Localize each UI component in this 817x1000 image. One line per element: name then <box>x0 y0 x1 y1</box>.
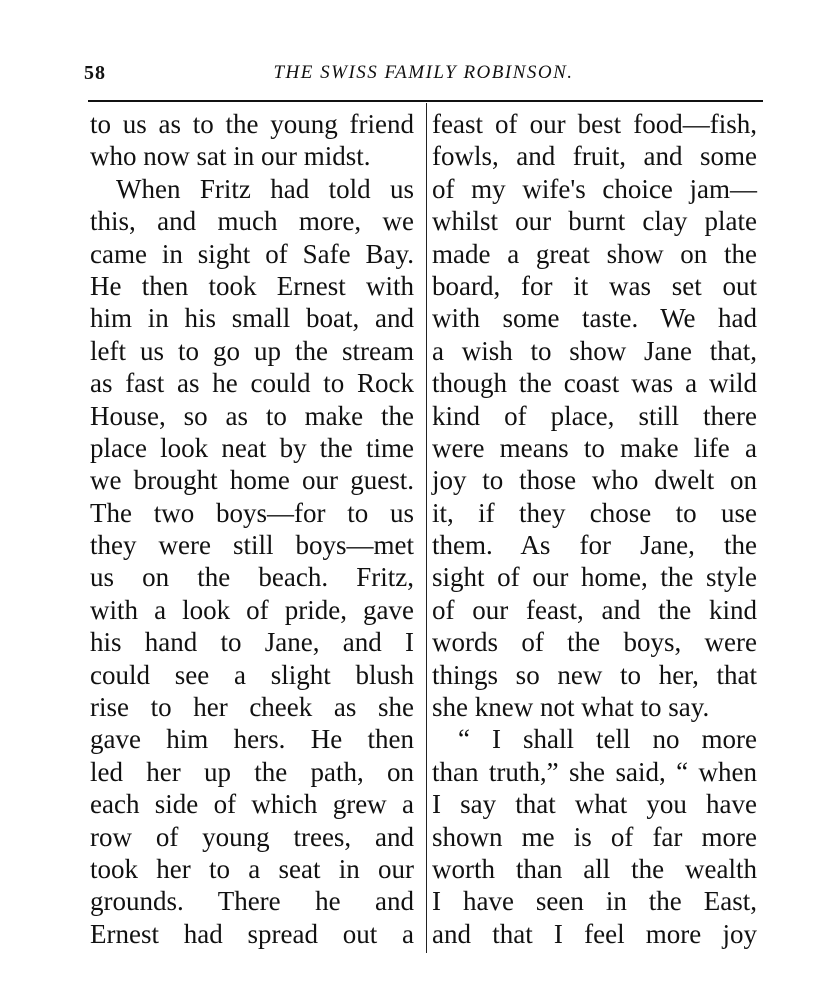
text-line: this, and much more, we <box>90 206 414 237</box>
text-line: his hand to Jane, and I <box>90 627 414 658</box>
text-line: as fast as he could to Rock <box>90 368 414 399</box>
text-line: to us as to the young friend <box>90 109 414 139</box>
text-line: “ I shall tell no more <box>458 724 757 755</box>
text-line: gave him hers. He then <box>90 724 414 755</box>
text-line: could see a slight blush <box>90 659 414 690</box>
text-line: us on the beach. Fritz, <box>90 562 414 593</box>
text-line: with some taste. We had <box>432 303 757 334</box>
text-line: kind of place, still there <box>432 400 757 431</box>
text-line: with a look of pride, gave <box>90 594 414 625</box>
text-line: shown me is of far more <box>432 821 757 852</box>
text-line: I say that what you have <box>432 789 757 820</box>
text-line: we brought home our guest. <box>90 465 414 496</box>
text-line: of our feast, and the kind <box>432 594 757 625</box>
text-line: worth than all the wealth <box>432 853 757 884</box>
text-line: rise to her cheek as she <box>90 692 414 723</box>
text-line: made a great show on the <box>432 238 757 269</box>
text-line: whilst our burnt clay plate <box>432 206 757 237</box>
text-line: they were still boys—met <box>90 530 414 561</box>
text-line: each side of which grew a <box>90 789 414 820</box>
text-line: place look neat by the time <box>90 432 414 463</box>
text-line: He then took Ernest with <box>90 270 414 301</box>
text-line: fowls, and fruit, and some <box>432 141 757 172</box>
text-line: though the coast was a wild <box>432 368 757 399</box>
text-line: I have seen in the East, <box>432 886 757 917</box>
text-line: board, for it was set out <box>432 270 757 301</box>
text-line: joy to those who dwelt on <box>432 465 757 496</box>
text-line: him in his small boat, and <box>90 303 414 334</box>
right-column <box>432 108 757 950</box>
text-line: left us to go up the stream <box>90 335 414 366</box>
header-rule <box>88 100 763 102</box>
text-line: Ernest had spread out a <box>90 918 414 949</box>
text-line: took her to a seat in our <box>90 853 414 884</box>
text-line: sight of our home, the style <box>432 562 757 593</box>
text-line: grounds. There he and <box>90 886 414 917</box>
text-line: feast of our best food—fish, <box>432 109 757 139</box>
text-line: a wish to show Jane that, <box>432 335 757 366</box>
running-title: THE SWISS FAMILY ROBINSON. <box>273 62 574 83</box>
text-line: of my wife's choice jam— <box>432 173 757 204</box>
text-line: them. As for Jane, the <box>432 530 757 561</box>
text-line: were means to make life a <box>432 432 757 463</box>
text-line: than truth,” she said, “ when <box>432 756 757 787</box>
text-line: it, if they chose to use <box>432 497 757 528</box>
text-line: led her up the path, on <box>90 756 414 787</box>
text-line: came in sight of Safe Bay. <box>90 238 414 269</box>
text-line: who now sat in our midst. <box>90 141 371 172</box>
column-divider <box>426 103 427 953</box>
text-line: she knew not what to say. <box>432 692 710 723</box>
text-line: things so new to her, that <box>432 659 757 690</box>
text-line: and that I feel more joy <box>432 918 757 949</box>
left-column <box>90 108 414 950</box>
text-line: The two boys—for to us <box>90 497 414 528</box>
text-line: row of young trees, and <box>90 821 414 852</box>
text-line: words of the boys, were <box>432 627 757 658</box>
text-line: When Fritz had told us <box>116 173 414 204</box>
text-line: House, so as to make the <box>90 400 414 431</box>
page-number: 58 <box>84 62 106 84</box>
